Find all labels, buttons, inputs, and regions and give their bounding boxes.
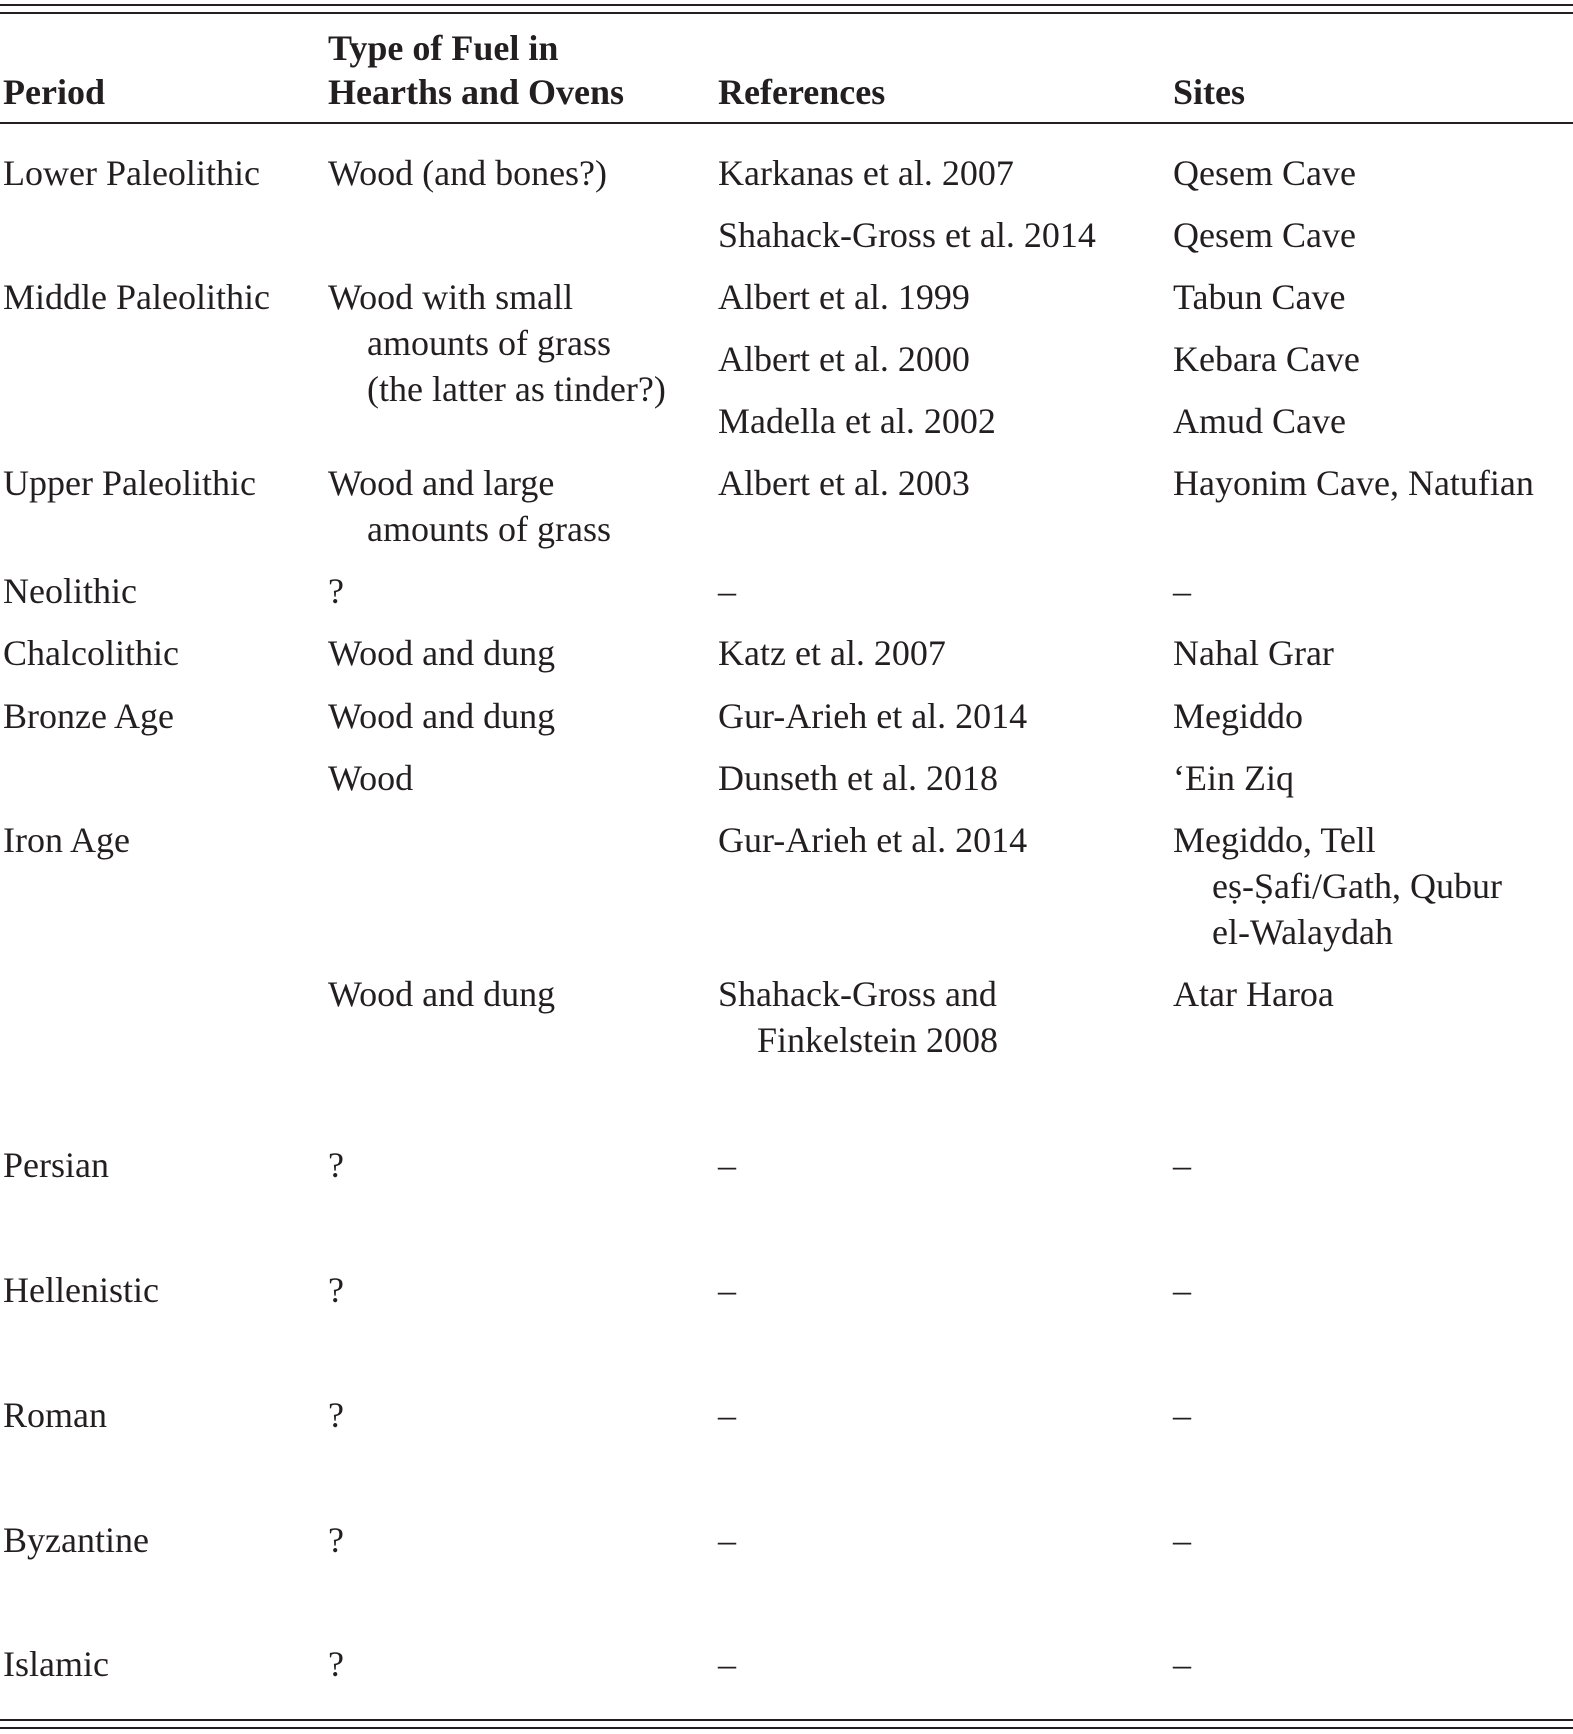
cell-period: Iron Age	[3, 820, 130, 860]
cell-reference: Gur-Arieh et al. 2014	[718, 696, 1028, 736]
cell-fuel: amounts of grass	[367, 509, 611, 549]
cell-site: –	[1173, 571, 1191, 611]
cell-reference: Katz et al. 2007	[718, 633, 946, 673]
top-rule	[0, 12, 1573, 14]
cell-reference: Albert et al. 2000	[718, 339, 970, 379]
cell-fuel: ?	[328, 1644, 344, 1684]
cell-site: eṣ-Ṣafi/Gath, Qubur	[1212, 866, 1502, 906]
cell-site: Qesem Cave	[1173, 153, 1356, 193]
top-rule	[0, 4, 1573, 6]
cell-site: ‘Ein Ziq	[1173, 758, 1294, 798]
cell-site: Megiddo	[1173, 696, 1303, 736]
cell-period: Lower Paleolithic	[3, 153, 260, 193]
cell-fuel: amounts of grass	[367, 323, 611, 363]
header-rule	[0, 122, 1573, 124]
header-sites: Sites	[1173, 72, 1245, 112]
cell-period: Bronze Age	[3, 696, 174, 736]
cell-site: –	[1173, 1644, 1191, 1684]
cell-reference: –	[718, 1145, 736, 1185]
cell-reference: –	[718, 1520, 736, 1560]
cell-reference: –	[718, 1270, 736, 1310]
cell-reference: Karkanas et al. 2007	[718, 153, 1014, 193]
cell-site: –	[1173, 1395, 1191, 1435]
header-references: References	[718, 72, 886, 112]
cell-site: Atar Haroa	[1173, 974, 1334, 1014]
cell-site: –	[1173, 1520, 1191, 1560]
cell-fuel: ?	[328, 1395, 344, 1435]
cell-period: Neolithic	[3, 571, 137, 611]
cell-reference: Albert et al. 1999	[718, 277, 970, 317]
cell-period: Persian	[3, 1145, 109, 1185]
cell-reference: –	[718, 571, 736, 611]
cell-reference: –	[718, 1644, 736, 1684]
cell-fuel: Wood	[328, 758, 414, 798]
cell-site: –	[1173, 1270, 1191, 1310]
cell-reference: Shahack-Gross et al. 2014	[718, 215, 1096, 255]
cell-reference: Albert et al. 2003	[718, 463, 970, 503]
cell-fuel: Wood and dung	[328, 633, 556, 673]
cell-reference: Gur-Arieh et al. 2014	[718, 820, 1028, 860]
cell-reference: Dunseth et al. 2018	[718, 758, 998, 798]
cell-fuel: Wood and dung	[328, 974, 556, 1014]
cell-period: Middle Paleolithic	[3, 277, 270, 317]
cell-period: Hellenistic	[3, 1270, 159, 1310]
cell-fuel: Wood with small	[328, 277, 574, 317]
header-fuel: Type of Fuel in	[328, 28, 559, 68]
header-fuel: Hearths and Ovens	[328, 72, 625, 112]
cell-site: Megiddo, Tell	[1173, 820, 1376, 860]
cell-site: el-Walaydah	[1212, 912, 1394, 952]
cell-fuel: Wood and large	[328, 463, 555, 503]
cell-site: Hayonim Cave, Natufian	[1173, 463, 1534, 503]
cell-fuel: Wood and dung	[328, 696, 556, 736]
cell-fuel: ?	[328, 571, 344, 611]
cell-period: Islamic	[3, 1644, 109, 1684]
cell-fuel: ?	[328, 1270, 344, 1310]
cell-period: Roman	[3, 1395, 107, 1435]
cell-fuel: Wood (and bones?)	[328, 153, 608, 193]
cell-reference: Madella et al. 2002	[718, 401, 996, 441]
cell-period: Chalcolithic	[3, 633, 179, 673]
cell-fuel: (the latter as tinder?)	[367, 369, 666, 409]
bottom-rule	[0, 1719, 1573, 1721]
header-period: Period	[3, 72, 105, 112]
cell-fuel: ?	[328, 1520, 344, 1560]
cell-site: Nahal Grar	[1173, 633, 1334, 673]
cell-reference: Shahack-Gross and	[718, 974, 997, 1014]
bottom-rule	[0, 1727, 1573, 1729]
cell-period: Byzantine	[3, 1520, 149, 1560]
cell-period: Upper Paleolithic	[3, 463, 256, 503]
cell-reference: –	[718, 1395, 736, 1435]
cell-reference: Finkelstein 2008	[757, 1020, 998, 1060]
cell-site: Tabun Cave	[1173, 277, 1346, 317]
cell-fuel: ?	[328, 1145, 344, 1185]
cell-site: –	[1173, 1145, 1191, 1185]
cell-site: Kebara Cave	[1173, 339, 1360, 379]
cell-site: Amud Cave	[1173, 401, 1346, 441]
cell-site: Qesem Cave	[1173, 215, 1356, 255]
